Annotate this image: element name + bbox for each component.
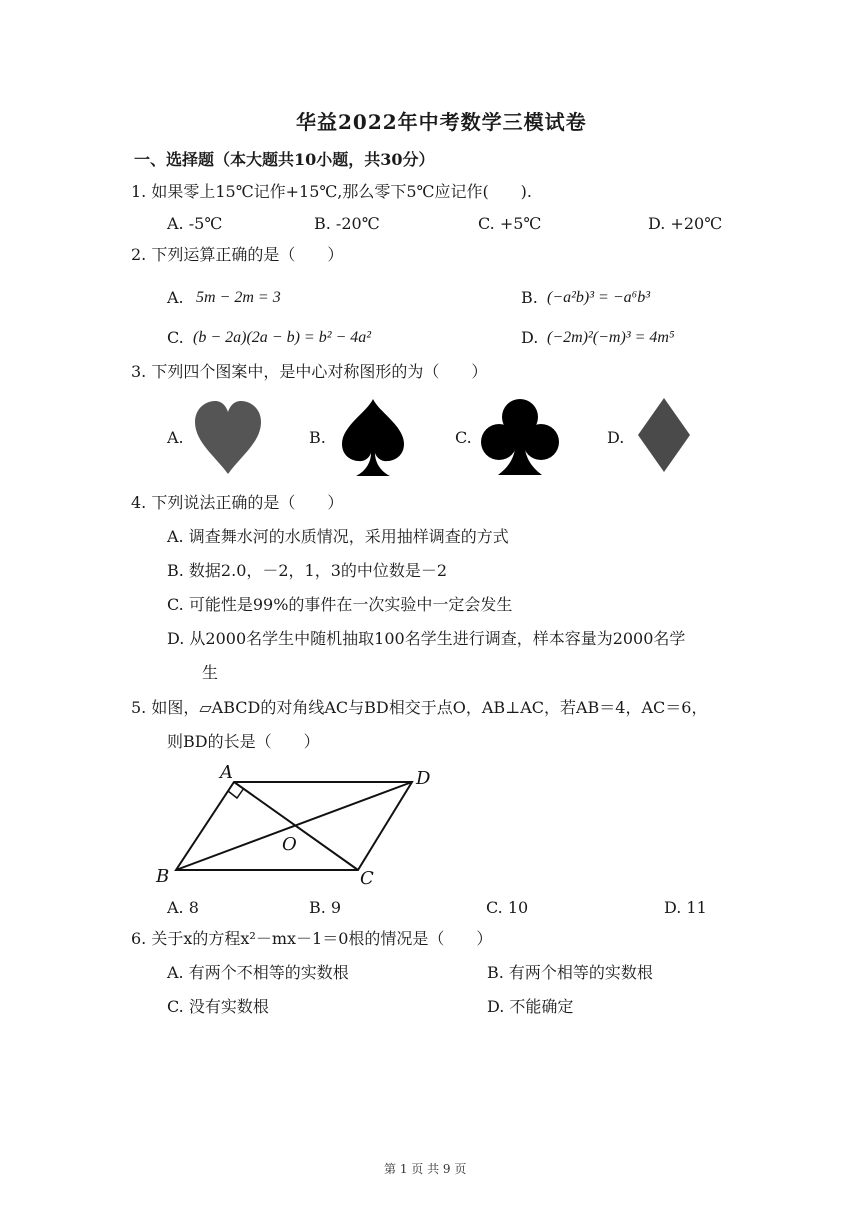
section-heading: 一、选择题（本大题共10小题，共30分） [134,150,435,169]
q3-label-b: B. [309,428,326,447]
q3-label-c: C. [455,428,472,447]
q2-option-b: (−a²b)³ = −a⁶b³ [547,289,650,306]
club-icon [480,398,560,476]
figure-label-d: D [416,768,431,789]
q2-label-d: D. [521,328,539,347]
q2-option-c: (b − 2a)(2a − b) = b² − 4a² [193,329,372,346]
figure-label-a: A [220,762,233,783]
heart-icon [193,400,263,475]
question-6-stem: 6. 关于x的方程x²－mx－1＝0根的情况是（ ） [131,929,493,948]
q4-option-d-continued: 生 [202,663,219,682]
q4-option-b: B. 数据2.0，－2，1，3的中位数是－2 [167,561,448,580]
q4-option-c: C. 可能性是99%的事件在一次实验中一定会发生 [167,595,513,614]
q3-label-d: D. [607,428,625,447]
question-5-stem-line2: 则BD的长是（ ） [167,732,320,751]
q2-option-a: 5m − 2m = 3 [196,289,281,306]
q2-label-a: A. [167,288,184,307]
figure-label-o: O [282,834,297,855]
figure-label-c: C [360,868,374,889]
question-4-stem: 4. 下列说法正确的是（ ） [131,493,344,512]
q2-label-c: C. [167,328,184,347]
q6-option-d: D. 不能确定 [487,997,574,1016]
q5-option-b: B. 9 [309,898,342,917]
page-number: 第 1 页 共 9 页 [384,1162,467,1176]
parallelogram-figure [150,758,450,890]
figure-label-b: B [156,866,170,887]
q1-option-c: C. +5℃ [478,214,542,233]
question-1-stem: 1. 如果零上15℃记作+15℃,那么零下5℃应记作( ). [131,182,533,201]
q6-option-b: B. 有两个相等的实数根 [487,963,653,982]
q5-option-c: C. 10 [486,898,529,917]
question-3-stem: 3. 下列四个图案中，是中心对称图形的为（ ） [131,362,488,381]
q2-label-b: B. [521,288,538,307]
q5-option-a: A. 8 [167,898,199,917]
q4-option-a: A. 调查舞水河的水质情况，采用抽样调查的方式 [167,527,509,546]
diamond-icon [636,397,692,473]
page-title: 华益2022年中考数学三模试卷 [296,110,587,134]
q5-option-d: D. 11 [664,898,707,917]
question-2-stem: 2. 下列运算正确的是（ ） [131,245,344,264]
q3-label-a: A. [167,428,184,447]
q1-option-a: A. -5℃ [167,214,223,233]
q2-option-d: (−2m)²(−m)³ = 4m⁵ [547,329,675,346]
q6-option-a: A. 有两个不相等的实数根 [167,963,349,982]
spade-icon [340,398,406,478]
q6-option-c: C. 没有实数根 [167,997,269,1016]
q1-option-b: B. -20℃ [314,214,380,233]
q4-option-d: D. 从2000名学生中随机抽取100名学生进行调查，样本容量为2000名学 [167,629,686,648]
q1-option-d: D. +20℃ [648,214,723,233]
question-5-stem: 5. 如图，▱ABCD的对角线AC与BD相交于点O，AB⊥AC，若AB＝4，AC＝6， [131,698,708,717]
